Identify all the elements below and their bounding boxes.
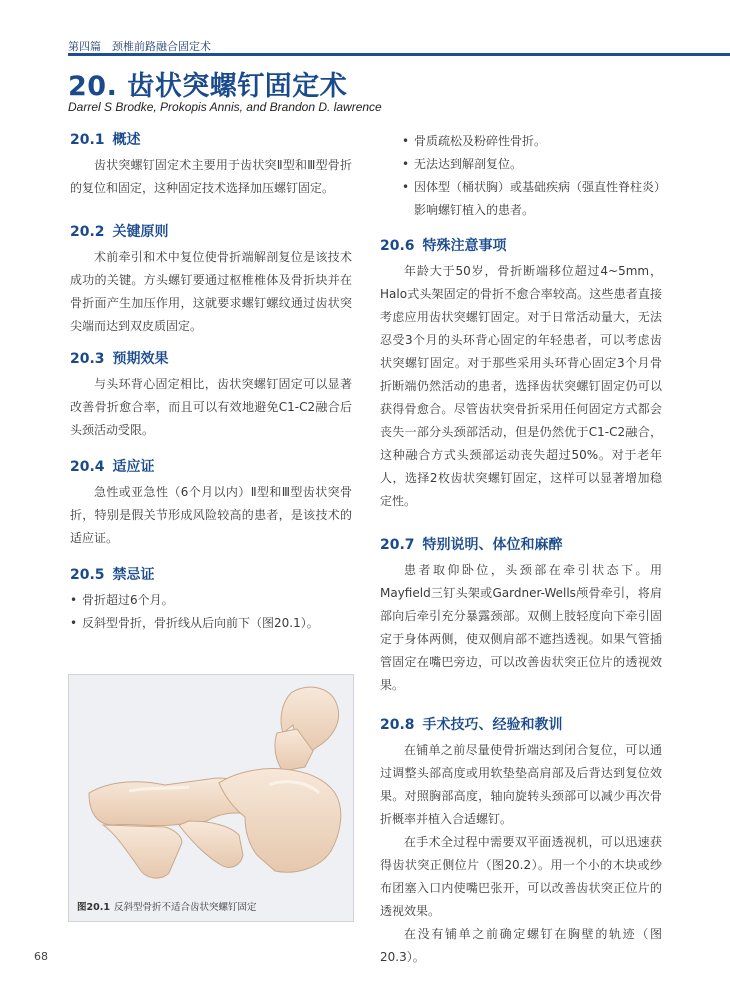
section-title: 概述 bbox=[112, 132, 141, 148]
section-number: 20.2 bbox=[70, 224, 105, 240]
section-contraindications bbox=[70, 565, 352, 635]
right-column bbox=[380, 130, 662, 969]
list-item: • 因体型（桶状胸）或基础疾病（强直性脊柱炎）影响螺钉植入的患者。 bbox=[402, 176, 662, 222]
paragraph: 在没有铺单之前确定螺钉在胸壁的轨迹（图20.3）。 bbox=[380, 927, 662, 964]
section-key-principles bbox=[70, 222, 352, 338]
section-title: 手术技巧、经验和教训 bbox=[422, 717, 563, 733]
list-item: • 无法达到解剖复位。 bbox=[402, 153, 662, 176]
section-number: 20.4 bbox=[70, 459, 105, 475]
paragraph: 年龄大于50岁，骨折断端移位超过4~5mm，Halo式头架固定的骨折不愈合率较高。这些患者直接考虑应用齿状突螺钉固定。对于日常活动量大，无法忍受3个月的头环背心固定的年轻患者，可以考虑齿状突螺钉固定。对于那些采用头环背心固定3个月骨折断端仍然活动的患者，选择齿状突螺钉固定仍可以获得骨愈合。尽管齿状突骨折采用任何固定方式都会丧失一部分头颈部活动，但是仍然优于C1-C2融合，这种融合方式头颈部运动丧失超过50%。对于老年人，选择2枚齿状突螺钉固定，这样可以显著增加稳定性。 bbox=[380, 264, 662, 508]
section-title: 预期效果 bbox=[112, 351, 169, 367]
bullet-list bbox=[380, 130, 662, 222]
chapter-authors: Darrel S Brodke, Prokopis Annis, and Brandon D. lawrence bbox=[68, 100, 382, 114]
paragraph: 与头环背心固定相比，齿状突螺钉固定可以显著改善骨折愈合率，而且可以有效地避免C1-C2融合后头颈活动受限。 bbox=[70, 377, 352, 437]
c2-vertebra-illustration bbox=[69, 675, 353, 895]
figure-caption-text: 反斜型骨折不适合齿状突螺钉固定 bbox=[113, 902, 257, 913]
section-title: 禁忌证 bbox=[112, 567, 155, 583]
running-header: 第四篇 颈椎前路融合固定术 bbox=[68, 40, 211, 53]
list-item: • 骨质疏松及粉碎性骨折。 bbox=[402, 130, 662, 153]
section-heading bbox=[380, 535, 662, 555]
section-title: 特别说明、体位和麻醉 bbox=[422, 537, 563, 553]
section-number: 20.8 bbox=[380, 717, 415, 733]
figure-caption bbox=[77, 899, 256, 913]
list-item: • 反斜型骨折，骨折线从后向前下（图20.1）。 bbox=[70, 612, 352, 635]
paragraph: 术前牵引和术中复位使骨折端解剖复位是该技术成功的关键。方头螺钉要通过枢椎椎体及骨折块并在骨折面产生加压作用，这就要求螺钉螺纹通过齿状突尖端而达到双皮质固定。 bbox=[70, 250, 352, 333]
section-special-considerations bbox=[380, 236, 662, 513]
section-indications bbox=[70, 457, 352, 550]
figure-label: 图20.1 bbox=[77, 902, 110, 913]
section-heading bbox=[380, 236, 662, 256]
section-contraindications-continued bbox=[380, 130, 662, 222]
section-heading bbox=[380, 715, 662, 735]
paragraph: 在手术全过程中需要双平面透视机，可以迅速获得齿状突正侧位片（图20.2）。用一个小的木块或纱布团塞入口内使嘴巴张开，可以改善齿状突正位片的透视效果。 bbox=[380, 835, 662, 918]
paragraph: 急性或亚急性（6个月以内）Ⅱ型和Ⅲ型齿状突骨折，特别是假关节形成风险较高的患者，是该技术的适应证。 bbox=[70, 485, 352, 545]
list-item: • 骨折超过6个月。 bbox=[70, 589, 352, 612]
chapter-title: 20. 齿状突螺钉固定术 bbox=[68, 71, 348, 102]
paragraph: 齿状突螺钉固定术主要用于齿状突Ⅱ型和Ⅲ型骨折的复位和固定，这种固定技术选择加压螺钉固定。 bbox=[70, 158, 352, 195]
paragraph: 患者取仰卧位，头颈部在牵引状态下。用Mayfield三钉头架或Gardner-Wells颅骨牵引，将肩部向后牵引充分暴露颈部。双侧上肢轻度向下牵引固定于身体两侧，使双侧肩部不遮挡透视。如果气管插管固定在嘴巴旁边，可以改善齿状突正位片的透视效果。 bbox=[380, 563, 662, 692]
section-title: 特殊注意事项 bbox=[422, 238, 507, 254]
section-title: 适应证 bbox=[112, 459, 155, 475]
section-expected-outcomes bbox=[70, 349, 352, 442]
section-techniques-pearls bbox=[380, 715, 662, 969]
section-heading bbox=[70, 130, 352, 150]
header-rule bbox=[68, 53, 730, 56]
bullet-list bbox=[70, 589, 352, 635]
section-overview bbox=[70, 130, 352, 200]
section-number: 20.7 bbox=[380, 537, 415, 553]
left-column bbox=[70, 130, 352, 635]
figure-20-1 bbox=[68, 674, 354, 922]
paragraph: 在铺单之前尽量使骨折端达到闭合复位，可以通过调整头部高度或用软垫垫高肩部及后背达到复位效果。对照胸部高度，轴向旋转头颈部可以减少再次骨折概率并植入合适螺钉。 bbox=[380, 743, 662, 826]
section-number: 20.5 bbox=[70, 567, 105, 583]
page-number: 68 bbox=[34, 950, 48, 963]
section-number: 20.3 bbox=[70, 351, 105, 367]
section-number: 20.1 bbox=[70, 132, 105, 148]
section-positioning-anesthesia bbox=[380, 535, 662, 697]
section-heading bbox=[70, 222, 352, 242]
section-heading bbox=[70, 565, 352, 585]
section-heading bbox=[70, 349, 352, 369]
section-title: 关键原则 bbox=[112, 224, 169, 240]
section-heading bbox=[70, 457, 352, 477]
section-number: 20.6 bbox=[380, 238, 415, 254]
